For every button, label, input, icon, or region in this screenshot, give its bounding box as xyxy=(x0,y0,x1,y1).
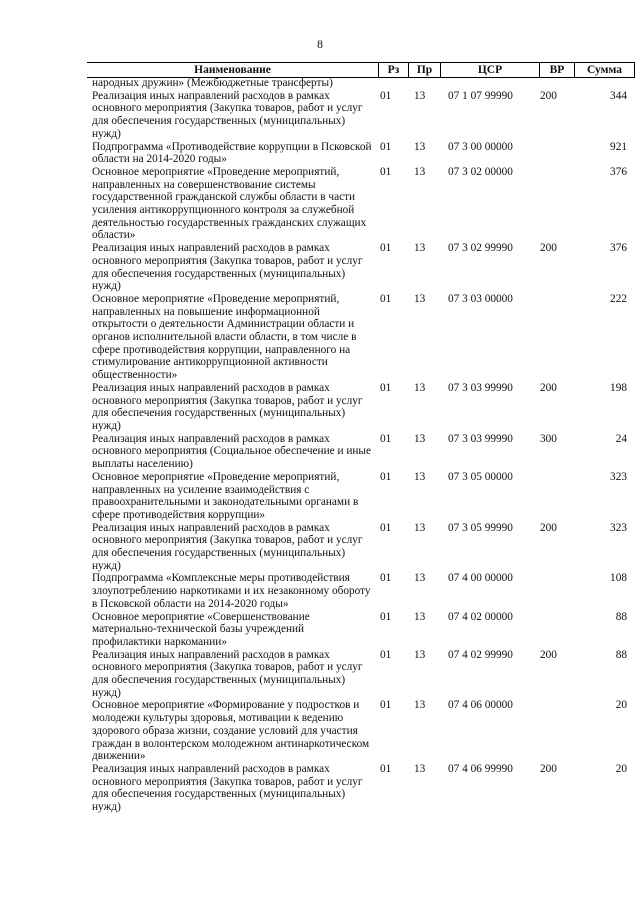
header-csr: ЦСР xyxy=(440,63,539,77)
row-vr: 200 xyxy=(540,89,557,102)
table-row xyxy=(92,471,637,522)
row-sum: 921 xyxy=(610,140,627,153)
table-row xyxy=(92,166,637,242)
table-row xyxy=(92,763,637,814)
row-csr: 07 4 02 00000 xyxy=(448,610,513,623)
row-rz: 01 xyxy=(380,381,392,394)
row-csr: 07 3 05 99990 xyxy=(448,521,513,534)
row-csr: 07 3 05 00000 xyxy=(448,470,513,483)
row-csr: 07 3 00 00000 xyxy=(448,140,513,153)
row-name: Реализация иных направлений расходов в рамках основного мероприятия (Закупка товаров, работ и услуг для обеспечения государственных (муниципальных) нужд) xyxy=(92,89,363,140)
row-pr: 13 xyxy=(414,521,426,534)
row-rz: 01 xyxy=(380,610,392,623)
row-pr: 13 xyxy=(414,242,426,255)
row-pr: 13 xyxy=(414,432,426,445)
row-vr: 200 xyxy=(540,762,557,775)
row-name: Основное мероприятие «Проведение мероприятий, направленных на усиление взаимодействия с правоохранительными и законодательными органами в сфере противодействия коррупции» xyxy=(92,470,359,521)
row-sum: 376 xyxy=(610,242,627,255)
table-row xyxy=(92,293,637,382)
row-name: Подпрограмма «Противодействие коррупции в Псковской области на 2014-2020 годы» xyxy=(92,140,372,166)
row-pr: 13 xyxy=(414,699,426,712)
header-pr: Пр xyxy=(408,63,440,77)
row-pr: 13 xyxy=(414,381,426,394)
row-name: Основное мероприятие «Совершенствование материально-технической базы учреждений профилактики наркомании» xyxy=(92,610,310,648)
row-sum: 88 xyxy=(615,648,627,661)
row-csr: 07 3 03 99990 xyxy=(448,432,513,445)
table-row xyxy=(92,433,637,471)
row-rz: 01 xyxy=(380,432,392,445)
row-name: Реализация иных направлений расходов в рамках основного мероприятия (Закупка товаров, работ и услуг для обеспечения государственных (муниципальных) нужд) xyxy=(92,242,363,293)
row-vr: 200 xyxy=(540,242,557,255)
table-row xyxy=(92,90,637,141)
row-csr: 07 4 00 00000 xyxy=(448,572,513,585)
table-row xyxy=(92,242,637,293)
row-name: Реализация иных направлений расходов в рамках основного мероприятия (Закупка товаров, работ и услуг для обеспечения государственных (муниципальных) нужд) xyxy=(92,521,363,572)
row-name: Реализация иных направлений расходов в рамках основного мероприятия (Социальное обеспечение и иные выплаты населению) xyxy=(92,432,372,471)
row-sum: 88 xyxy=(615,610,627,623)
table-body xyxy=(92,77,637,814)
row-rz: 01 xyxy=(380,521,392,534)
header-name: Наименование xyxy=(194,64,271,76)
row-name: народных дружин» (Межбюджетные трансферты) xyxy=(92,77,333,89)
row-sum: 344 xyxy=(610,89,627,102)
row-rz: 01 xyxy=(380,292,392,305)
table-row xyxy=(92,77,637,90)
row-vr: 200 xyxy=(540,648,557,661)
row-rz: 01 xyxy=(380,470,392,483)
table-row xyxy=(92,611,637,649)
header-sum: Сумма xyxy=(574,63,635,77)
row-pr: 13 xyxy=(414,610,426,623)
row-sum: 198 xyxy=(610,381,627,394)
row-rz: 01 xyxy=(380,89,392,102)
row-sum: 20 xyxy=(615,762,627,775)
row-sum: 323 xyxy=(610,521,627,534)
row-vr: 200 xyxy=(540,381,557,394)
table-row xyxy=(92,572,637,610)
row-rz: 01 xyxy=(380,165,392,178)
row-csr: 07 3 03 00000 xyxy=(448,292,513,305)
row-csr: 07 3 03 99990 xyxy=(448,381,513,394)
page-number: 8 xyxy=(317,37,323,51)
row-name: Подпрограмма «Комплексные меры противодействия злоупотреблению наркотиками и их незаконному обороту в Псковской области на 2014-2020 годы» xyxy=(92,572,371,610)
header-vr: ВР xyxy=(539,63,574,77)
row-pr: 13 xyxy=(414,140,426,153)
row-csr: 07 1 07 99990 xyxy=(448,89,513,102)
row-csr: 07 3 02 00000 xyxy=(448,165,513,178)
table-header xyxy=(87,62,635,78)
row-name: Реализация иных направлений расходов в рамках основного мероприятия (Закупка товаров, работ и услуг для обеспечения государственных (муниципальных) нужд) xyxy=(92,381,363,432)
row-rz: 01 xyxy=(380,699,392,712)
row-csr: 07 3 02 99990 xyxy=(448,242,513,255)
row-sum: 323 xyxy=(610,470,627,483)
row-name: Реализация иных направлений расходов в рамках основного мероприятия (Закупка товаров, работ и услуг для обеспечения государственных (муниципальных) нужд) xyxy=(92,762,363,814)
row-pr: 13 xyxy=(414,572,426,585)
row-csr: 07 4 06 99990 xyxy=(448,762,513,775)
row-pr: 13 xyxy=(414,648,426,661)
row-rz: 01 xyxy=(380,762,392,775)
row-sum: 24 xyxy=(615,432,627,445)
row-rz: 01 xyxy=(380,140,392,153)
row-vr: 300 xyxy=(540,432,557,445)
row-rz: 01 xyxy=(380,572,392,585)
row-csr: 07 4 06 00000 xyxy=(448,699,513,712)
row-pr: 13 xyxy=(414,470,426,483)
row-sum: 108 xyxy=(610,572,627,585)
row-name: Основное мероприятие «Проведение мероприятий, направленных на совершенствование системы государственной гражданской службы области в части усиления антикоррупционного контроля за служебной деятельностью государственных гражданских служащих области» xyxy=(92,165,367,242)
table-row xyxy=(92,699,637,763)
row-sum: 20 xyxy=(615,699,627,712)
row-name: Основное мероприятие «Формирование у подростков и молодежи культуры здоровья, мотивации к ведению здорового образа жизни, создание условий для участия граждан в волонтерском молодежном антинаркотическом движении» xyxy=(92,699,370,763)
row-pr: 13 xyxy=(414,762,426,775)
row-vr: 200 xyxy=(540,521,557,534)
row-name: Основное мероприятие «Проведение мероприятий, направленных на повышение информационной открытости о деятельности Администрации области и органов исполнительной власти области, в том числе в сфере противодействия коррупции, направленного на стимулирование антикоррупционной активности общественности» xyxy=(92,292,357,382)
table-row xyxy=(92,649,637,700)
table-row xyxy=(92,141,637,166)
table-row xyxy=(92,382,637,433)
row-pr: 13 xyxy=(414,292,426,305)
row-sum: 376 xyxy=(610,165,627,178)
table-row xyxy=(92,522,637,573)
row-pr: 13 xyxy=(414,165,426,178)
header-rz: Рз xyxy=(378,63,408,77)
row-name: Реализация иных направлений расходов в рамках основного мероприятия (Закупка товаров, работ и услуг для обеспечения государственных (муниципальных) нужд) xyxy=(92,648,363,699)
row-rz: 01 xyxy=(380,242,392,255)
row-sum: 222 xyxy=(610,292,627,305)
row-csr: 07 4 02 99990 xyxy=(448,648,513,661)
row-pr: 13 xyxy=(414,89,426,102)
row-rz: 01 xyxy=(380,648,392,661)
